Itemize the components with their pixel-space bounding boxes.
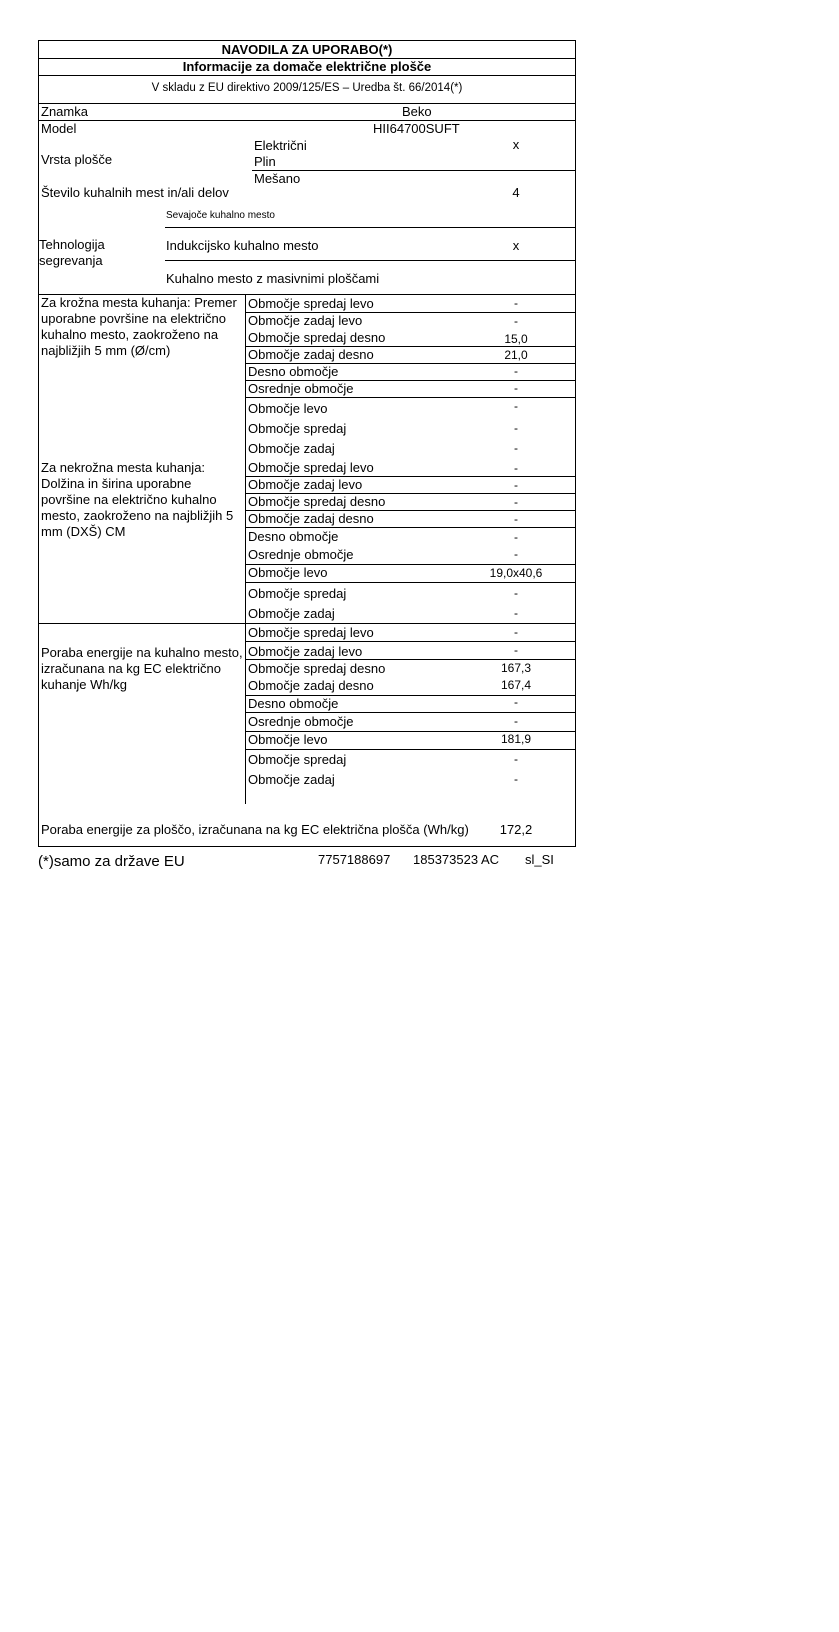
zone-label: Območje zadaj desno [248, 511, 374, 526]
zone-value: - [514, 512, 518, 526]
brand-value: Beko [402, 104, 432, 119]
zone-label: Območje zadaj levo [248, 477, 363, 492]
zone-label: Območje zadaj levo [248, 644, 363, 659]
energy-zone-section-label: Poraba energije na kuhalno mesto, izračunana na kg EC električno kuhanje Wh/kg [41, 645, 243, 692]
zone-value: - [514, 478, 518, 492]
zone-value: - [514, 643, 518, 657]
product-info-sheet [38, 40, 576, 847]
footer-note: (*)samo za države EU [38, 853, 185, 870]
zone-value: - [514, 421, 518, 435]
sheet-subtitle: Informacije za domače električne plošče [182, 59, 432, 74]
zone-label: Območje spredaj [248, 752, 347, 767]
zone-label: Območje spredaj levo [248, 460, 374, 475]
hob-type-option: Električni [254, 138, 307, 153]
zone-value: 19,0x40,6 [489, 566, 543, 580]
zone-value: - [514, 399, 518, 413]
energy-hob-value: 172,2 [499, 822, 533, 837]
sheet-title: NAVODILA ZA UPORABO(*) [221, 42, 393, 57]
zone-label: Območje zadaj desno [248, 347, 374, 362]
zone-label: Območje levo [248, 732, 328, 747]
zone-value: - [514, 547, 518, 561]
zone-label: Območje zadaj levo [248, 313, 363, 328]
zone-value: - [514, 530, 518, 544]
zone-label: Območje spredaj [248, 421, 347, 436]
zone-label: Osrednje območje [248, 547, 354, 562]
brand-label: Znamka [41, 104, 88, 119]
footer-locale: sl_SI [525, 852, 554, 867]
energy-hob-label: Poraba energije za ploščo, izračunana na kg EC električna plošča (Wh/kg) [41, 822, 469, 837]
zone-value: - [514, 606, 518, 620]
zone-label: Območje spredaj levo [248, 296, 374, 311]
footer-code: 7757188697 [318, 852, 391, 867]
zone-value: - [514, 586, 518, 600]
zone-value: - [514, 752, 518, 766]
zone-value: - [514, 441, 518, 455]
zone-value: - [514, 296, 518, 310]
circular-section-label: Za krožna mesta kuhanja: Premer uporabne površine na električno kuhalno mesto, zaokroženo na najbližjih 5 mm (Ø/cm) [41, 295, 237, 358]
zone-value: - [514, 381, 518, 395]
zone-value: - [514, 714, 518, 728]
zone-label: Osrednje območje [248, 381, 354, 396]
heating-tech-option: Sevajoče kuhalno mesto [166, 210, 275, 221]
zone-label: Desno območje [248, 364, 339, 379]
zone-label: Območje spredaj desno [248, 330, 386, 345]
zone-value: 181,9 [500, 732, 532, 746]
footer-code: 185373523 AC [413, 852, 500, 867]
zone-label: Območje zadaj [248, 772, 335, 787]
zone-value: - [514, 461, 518, 475]
zone-label: Območje zadaj [248, 606, 335, 621]
model-value: HII64700SUFT [373, 121, 460, 136]
zone-label: Desno območje [248, 529, 339, 544]
zone-label: Območje zadaj desno [248, 678, 374, 693]
zone-value: - [514, 314, 518, 328]
zone-value: - [514, 364, 518, 378]
zone-value: 167,4 [500, 678, 532, 692]
heating-tech-label: Tehnologija segrevanja [39, 237, 105, 268]
zone-label: Območje spredaj desno [248, 494, 386, 509]
zone-value: - [514, 625, 518, 639]
hob-type-option: Plin [254, 154, 276, 169]
zone-label: Območje levo [248, 401, 328, 416]
zone-label: Območje zadaj [248, 441, 335, 456]
hob-type-mark: x [512, 137, 520, 152]
heating-tech-option: Kuhalno mesto z masivnimi ploščami [166, 271, 380, 286]
hob-type-option: Mešano [254, 171, 301, 186]
zone-label: Območje levo [248, 565, 328, 580]
zones-count-value: 4 [512, 185, 520, 200]
zones-count-label: Število kuhalnih mest in/ali delov [41, 185, 229, 200]
zone-value: 21,0 [504, 348, 528, 362]
heating-tech-mark: x [512, 238, 520, 253]
zone-value: - [514, 772, 518, 786]
zone-label: Območje spredaj desno [248, 661, 386, 676]
zone-value: - [514, 495, 518, 509]
zone-label: Območje spredaj levo [248, 625, 374, 640]
zone-label: Osrednje območje [248, 714, 354, 729]
heating-tech-option: Indukcijsko kuhalno mesto [166, 238, 319, 253]
zone-value: - [514, 695, 518, 709]
noncircular-section-label: Za nekrožna mesta kuhanja: Dolžina in širina uporabne površine na električno kuhalno mesto, zaokroženo na najbližjih 5 mm (DXŠ) CM [41, 460, 234, 539]
zone-label: Območje spredaj [248, 586, 347, 601]
zone-value: 15,0 [504, 332, 528, 346]
zone-value: 167,3 [500, 661, 532, 675]
hob-type-label: Vrsta plošče [41, 152, 113, 167]
regulation-text: V skladu z EU direktivo 2009/125/ES – Uredba št. 66/2014(*) [151, 82, 463, 94]
zone-label: Desno območje [248, 696, 339, 711]
model-label: Model [41, 121, 77, 136]
